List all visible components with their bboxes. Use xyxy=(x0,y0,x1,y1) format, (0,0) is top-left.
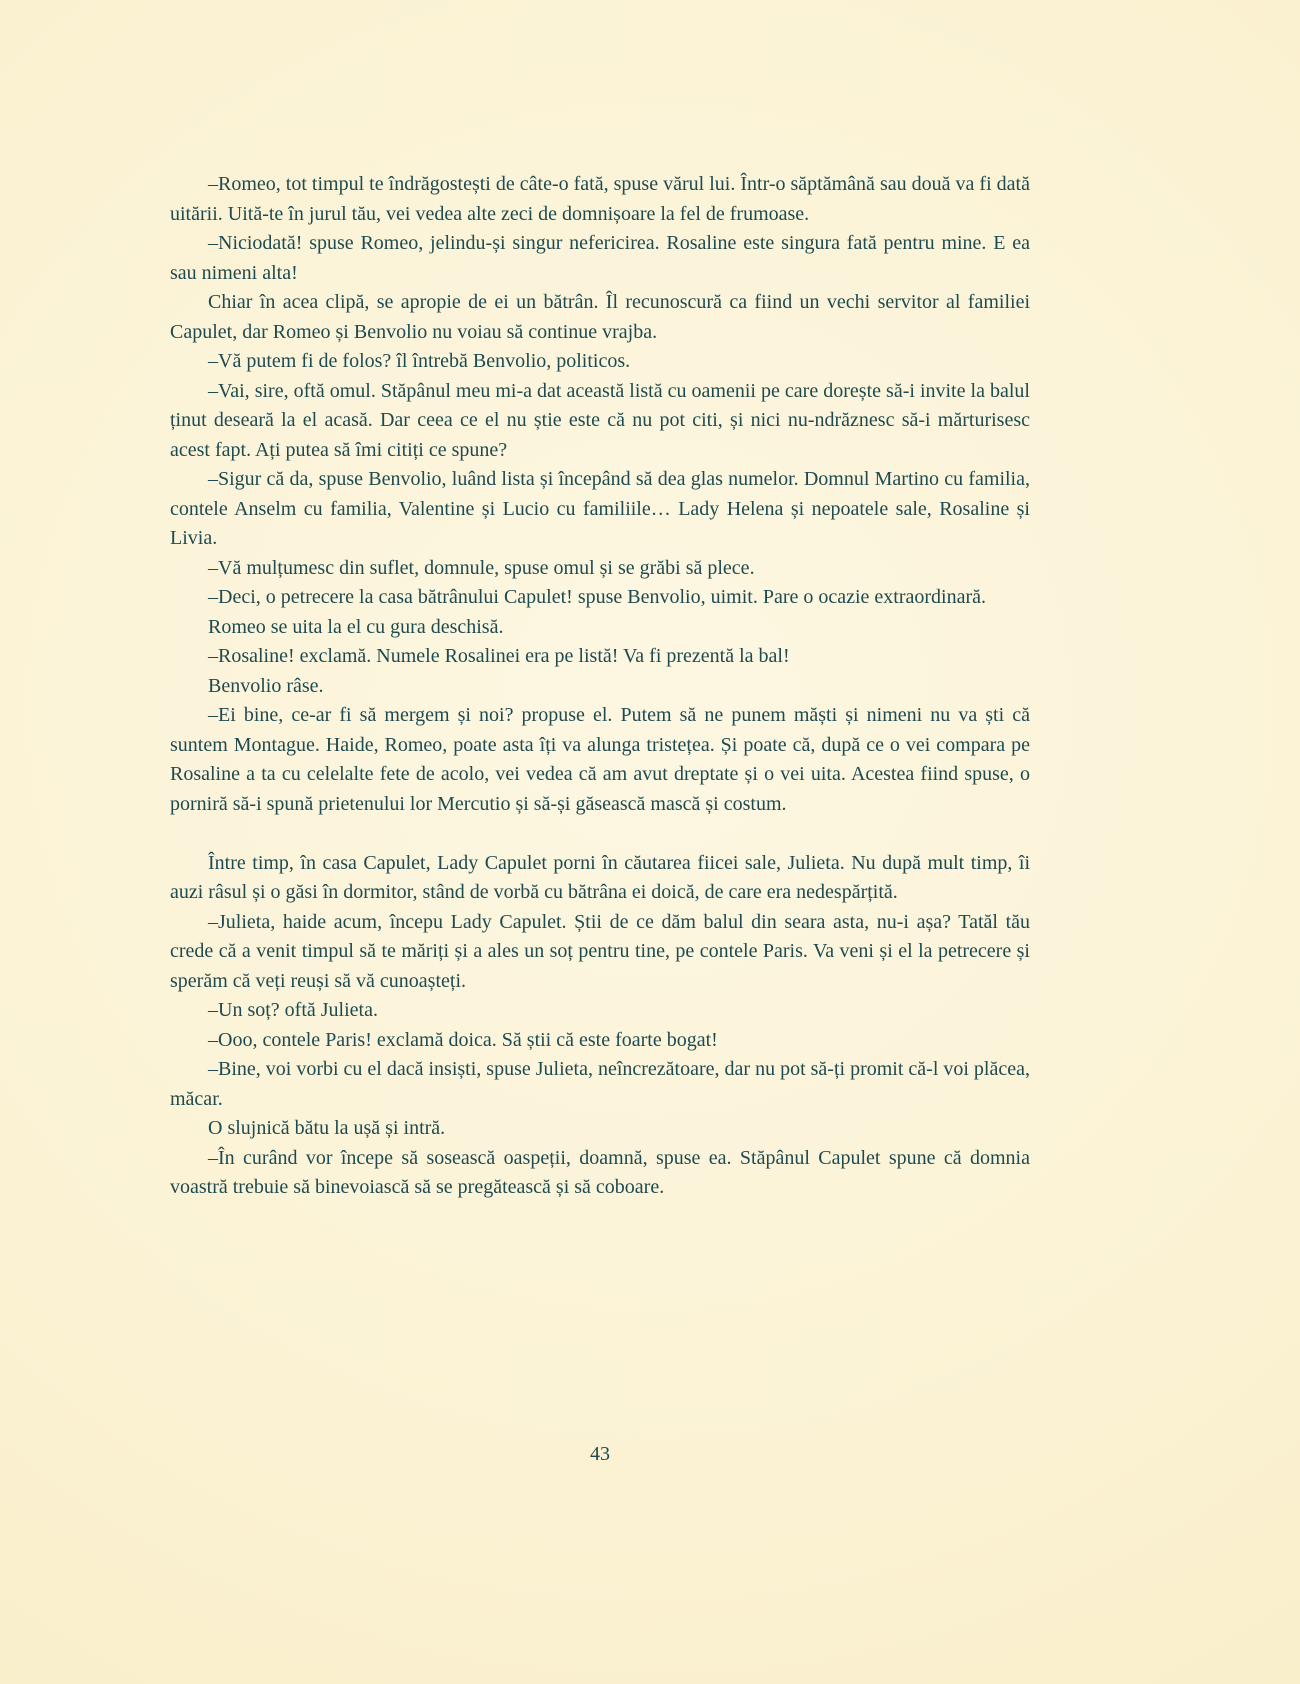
paragraph: –Bine, voi vorbi cu el dacă insiști, spuse Julieta, neîncrezătoare, dar nu pot să-ți promit că-l voi plăcea, măcar. xyxy=(170,1058,1030,1110)
paragraph: O slujnică bătu la ușă și intră. xyxy=(208,1117,446,1139)
paragraph: Benvolio râse. xyxy=(208,674,324,697)
paragraph: Romeo se uita la el cu gura deschisă. xyxy=(208,615,504,638)
paragraph: –Rosaline! exclamă. Numele Rosalinei era pe listă! Va fi prezentă la bal! xyxy=(208,645,790,667)
paragraph: –Deci, o petrecere la casa bătrânului Capulet! spuse Benvolio, uimit. Pare o ocazie extraordinară. xyxy=(208,586,987,608)
paragraph: –În curând vor începe să sosească oaspeții, doamnă, spuse ea. Stăpânul Capulet spune că domnia voastră trebuie să binevoiască să se pregătească și să coboare. xyxy=(170,1146,1030,1198)
page-text-block xyxy=(170,170,1030,1203)
paragraph: –Julieta, haide acum, începu Lady Capulet. Știi de ce dăm balul din seara asta, nu-i așa? Tatăl tău crede că a venit timpul să te măriți și a ales un soț pentru tine, pe contele Paris. Va veni și el la petrecere și sperăm că veți reuși să vă cunoașteți. xyxy=(170,910,1030,992)
paragraph: –Sigur că da, spuse Benvolio, luând lista și începând să dea glas numelor. Domnul Martino cu familia, contele Anselm cu familia, Valentine și Lucio cu familiile… Lady Helena și nepoatele sale, Rosaline și Livia. xyxy=(170,468,1030,549)
paragraph: Între timp, în casa Capulet, Lady Capulet porni în căutarea fiicei sale, Julieta. Nu după mult timp, îi auzi râsul și o găsi în dormitor, stând de vorbă cu bătrâna ei doică, de care era nedespărțită. xyxy=(170,851,1030,903)
paragraph: –Un soț? oftă Julieta. xyxy=(208,999,378,1021)
paragraph: –Ei bine, ce-ar fi să mergem și noi? propuse el. Putem să ne punem măști și nimeni nu va ști că suntem Montague. Haide, Romeo, poate asta îți va alunga tristețea. Și poate că, după ce o vei compara pe Rosaline a ta cu celelalte fete de acolo, vei vedea că am avut dreptate și o vei uita. Acestea fiind spuse, o porniră să-i spună prietenului lor Mercutio și să-și găsească mască și costum. xyxy=(170,704,1030,815)
paragraph: –Ooo, contele Paris! exclamă doica. Să știi că este foarte bogat! xyxy=(208,1028,718,1051)
paragraph: –Vai, sire, oftă omul. Stăpânul meu mi-a dat această listă cu oamenii pe care dorește să-i invite la balul ținut deseară la el acasă. Dar ceea ce el nu știe este că nu pot citi, și nici nu-ndrăznesc să-i mărturisesc acest fapt. Ați putea să îmi citiți ce spune? xyxy=(170,379,1030,461)
paragraph: –Romeo, tot timpul te îndrăgostești de câte-o fată, spuse vărul lui. Într-o săptămână sau două va fi dată uitării. Uită-te în jurul tău, vei vedea alte zeci de domnișoare la fel de frumoase. xyxy=(170,173,1030,225)
page-number: 43 xyxy=(590,1443,610,1465)
paragraph: Chiar în acea clipă, se apropie de ei un bătrân. Îl recunoscură ca fiind un vechi servitor al familiei Capulet, dar Romeo și Benvolio nu voiau să continue vrajba. xyxy=(170,291,1030,343)
paragraph: –Niciodată! spuse Romeo, jelindu-și singur nefericirea. Rosaline este singura fată pentru mine. E ea sau nimeni alta! xyxy=(170,232,1030,284)
paragraph: –Vă mulțumesc din suflet, domnule, spuse omul și se grăbi să plece. xyxy=(208,556,755,579)
paragraph: –Vă putem fi de folos? îl întrebă Benvolio, politicos. xyxy=(208,350,631,372)
